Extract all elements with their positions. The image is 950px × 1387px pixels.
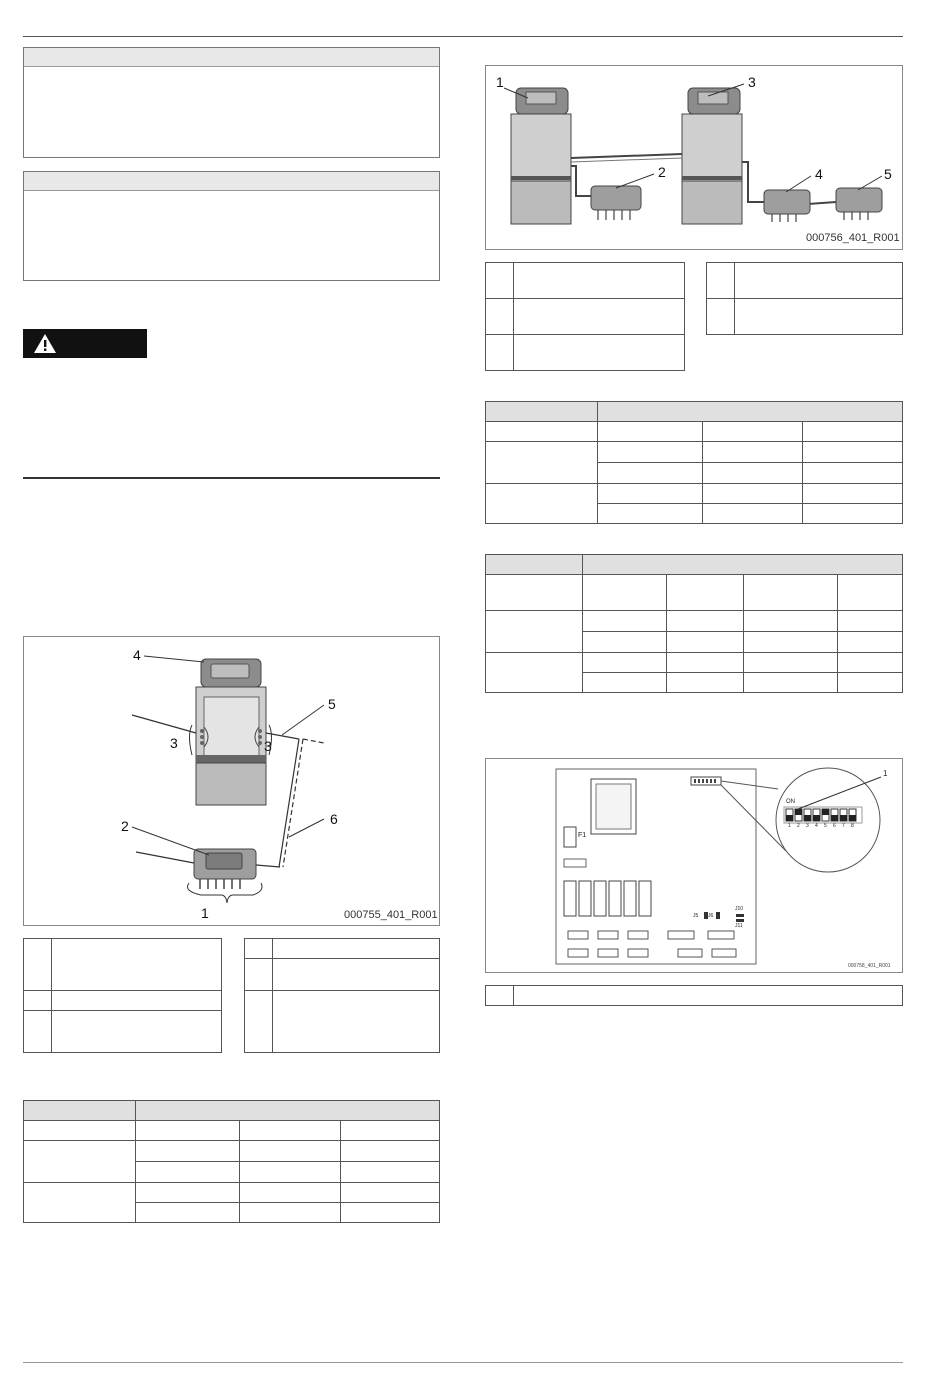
- dip-number: 4: [815, 823, 818, 829]
- dip-number: 1: [788, 823, 791, 829]
- dip-on-label: ON: [786, 799, 795, 805]
- callout-4: 4: [815, 166, 823, 182]
- callout-3b: 3: [264, 738, 272, 754]
- warning-signal-bar: [23, 329, 147, 358]
- section-divider: [23, 477, 440, 479]
- note-box-header: [24, 48, 439, 67]
- figure-code: 000756_401_R001: [806, 232, 900, 244]
- callout-2: 2: [658, 164, 666, 180]
- wiring-figure-network: [485, 65, 903, 250]
- footer-rule: [23, 1362, 903, 1363]
- wiring-diagram-single: [24, 637, 441, 927]
- dip-number: 3: [806, 823, 809, 829]
- legend-table-left-b: [244, 938, 440, 1053]
- data-table-right-2: [485, 554, 903, 693]
- callout-6: 6: [330, 811, 338, 827]
- note-box-2: [23, 171, 440, 281]
- legend-table-board: [485, 985, 903, 1006]
- note-box-header: [24, 172, 439, 191]
- callout-5: 5: [884, 166, 892, 182]
- note-box-1: [23, 47, 440, 158]
- figure-code: 000758_401_R001: [848, 963, 891, 969]
- callout-3: 3: [748, 74, 756, 90]
- data-table-right-1: [485, 401, 903, 524]
- wiring-diagram-network: [486, 66, 904, 251]
- dip-number: 2: [797, 823, 800, 829]
- wiring-figure-single: [23, 636, 440, 926]
- figure-code: 000755_401_R001: [344, 909, 438, 921]
- circuit-board-diagram: [486, 759, 904, 974]
- dip-number: 6: [833, 823, 836, 829]
- dip-number: 8: [851, 823, 854, 829]
- legend-table-right-a: [485, 262, 685, 371]
- jumper-label-j10: J10: [735, 906, 744, 912]
- fuse-label: F1: [578, 832, 587, 839]
- dip-number: 5: [824, 823, 827, 829]
- legend-table-right-b: [706, 262, 903, 335]
- header-rule: [23, 36, 903, 37]
- callout-1: 1: [201, 905, 209, 921]
- dip-number: 7: [842, 823, 845, 829]
- callout-5: 5: [328, 696, 336, 712]
- callout-2: 2: [121, 818, 129, 834]
- legend-table-left-a: [23, 938, 222, 1053]
- jumper-label-j6: J6: [708, 913, 714, 919]
- callout-1: 1: [883, 769, 888, 778]
- jumper-label-j11: J11: [735, 923, 743, 929]
- warning-triangle-icon: [33, 333, 57, 354]
- jumper-label-j5: J5: [693, 913, 699, 919]
- circuit-board-figure: [485, 758, 903, 973]
- data-table-left: [23, 1100, 440, 1223]
- callout-4: 4: [133, 647, 141, 663]
- callout-1: 1: [496, 74, 504, 90]
- callout-3a: 3: [170, 735, 178, 751]
